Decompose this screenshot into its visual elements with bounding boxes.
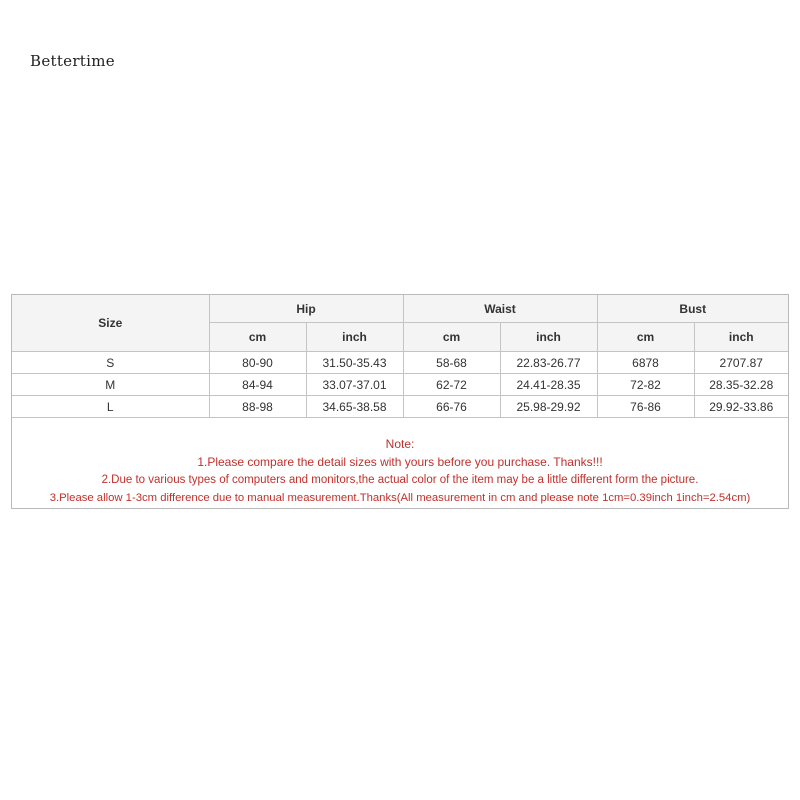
header-row-groups bbox=[12, 295, 788, 323]
size-chart bbox=[11, 294, 789, 509]
unit-header: cm bbox=[209, 323, 306, 352]
size-cell: L bbox=[12, 396, 209, 418]
table-cell: 72-82 bbox=[597, 374, 694, 396]
size-header: Size bbox=[12, 295, 209, 352]
table-cell: 62-72 bbox=[403, 374, 500, 396]
table-cell: 22.83-26.77 bbox=[500, 352, 597, 374]
table-cell: 33.07-37.01 bbox=[306, 374, 403, 396]
table-row bbox=[12, 396, 788, 418]
unit-header: cm bbox=[403, 323, 500, 352]
bust-header: Bust bbox=[597, 295, 788, 323]
table-cell: 34.65-38.58 bbox=[306, 396, 403, 418]
size-cell: S bbox=[12, 352, 209, 374]
table-cell: 58-68 bbox=[403, 352, 500, 374]
table-cell: 24.41-28.35 bbox=[500, 374, 597, 396]
unit-header: inch bbox=[306, 323, 403, 352]
note-line: 1.Please compare the detail sizes with yours before you purchase. Thanks!!! bbox=[197, 455, 603, 469]
table-cell: 28.35-32.28 bbox=[694, 374, 788, 396]
table-cell: 29.92-33.86 bbox=[694, 396, 788, 418]
table-cell: 6878 bbox=[597, 352, 694, 374]
hip-header: Hip bbox=[209, 295, 403, 323]
table-row bbox=[12, 374, 788, 396]
table-cell: 66-76 bbox=[403, 396, 500, 418]
table-cell: 76-86 bbox=[597, 396, 694, 418]
unit-header: cm bbox=[597, 323, 694, 352]
notes-section bbox=[12, 418, 788, 508]
table-cell: 31.50-35.43 bbox=[306, 352, 403, 374]
unit-header: inch bbox=[694, 323, 788, 352]
size-table bbox=[12, 295, 788, 418]
note-line: 2.Due to various types of computers and monitors,the actual color of the item may be a little different form the picture. bbox=[101, 474, 699, 486]
table-cell: 84-94 bbox=[209, 374, 306, 396]
waist-header: Waist bbox=[403, 295, 597, 323]
table-cell: 88-98 bbox=[209, 396, 306, 418]
note-line: 3.Please allow 1-3cm difference due to manual measurement.Thanks(All measurement in cm and please note 1cm=0.39inch 1inch=2.54cm) bbox=[49, 492, 751, 504]
note-title: Note: bbox=[385, 437, 415, 451]
table-row bbox=[12, 352, 788, 374]
table-cell: 2707.87 bbox=[694, 352, 788, 374]
table-cell: 80-90 bbox=[209, 352, 306, 374]
unit-header: inch bbox=[500, 323, 597, 352]
table-cell: 25.98-29.92 bbox=[500, 396, 597, 418]
size-cell: M bbox=[12, 374, 209, 396]
brand-name: Bettertime bbox=[30, 52, 115, 70]
